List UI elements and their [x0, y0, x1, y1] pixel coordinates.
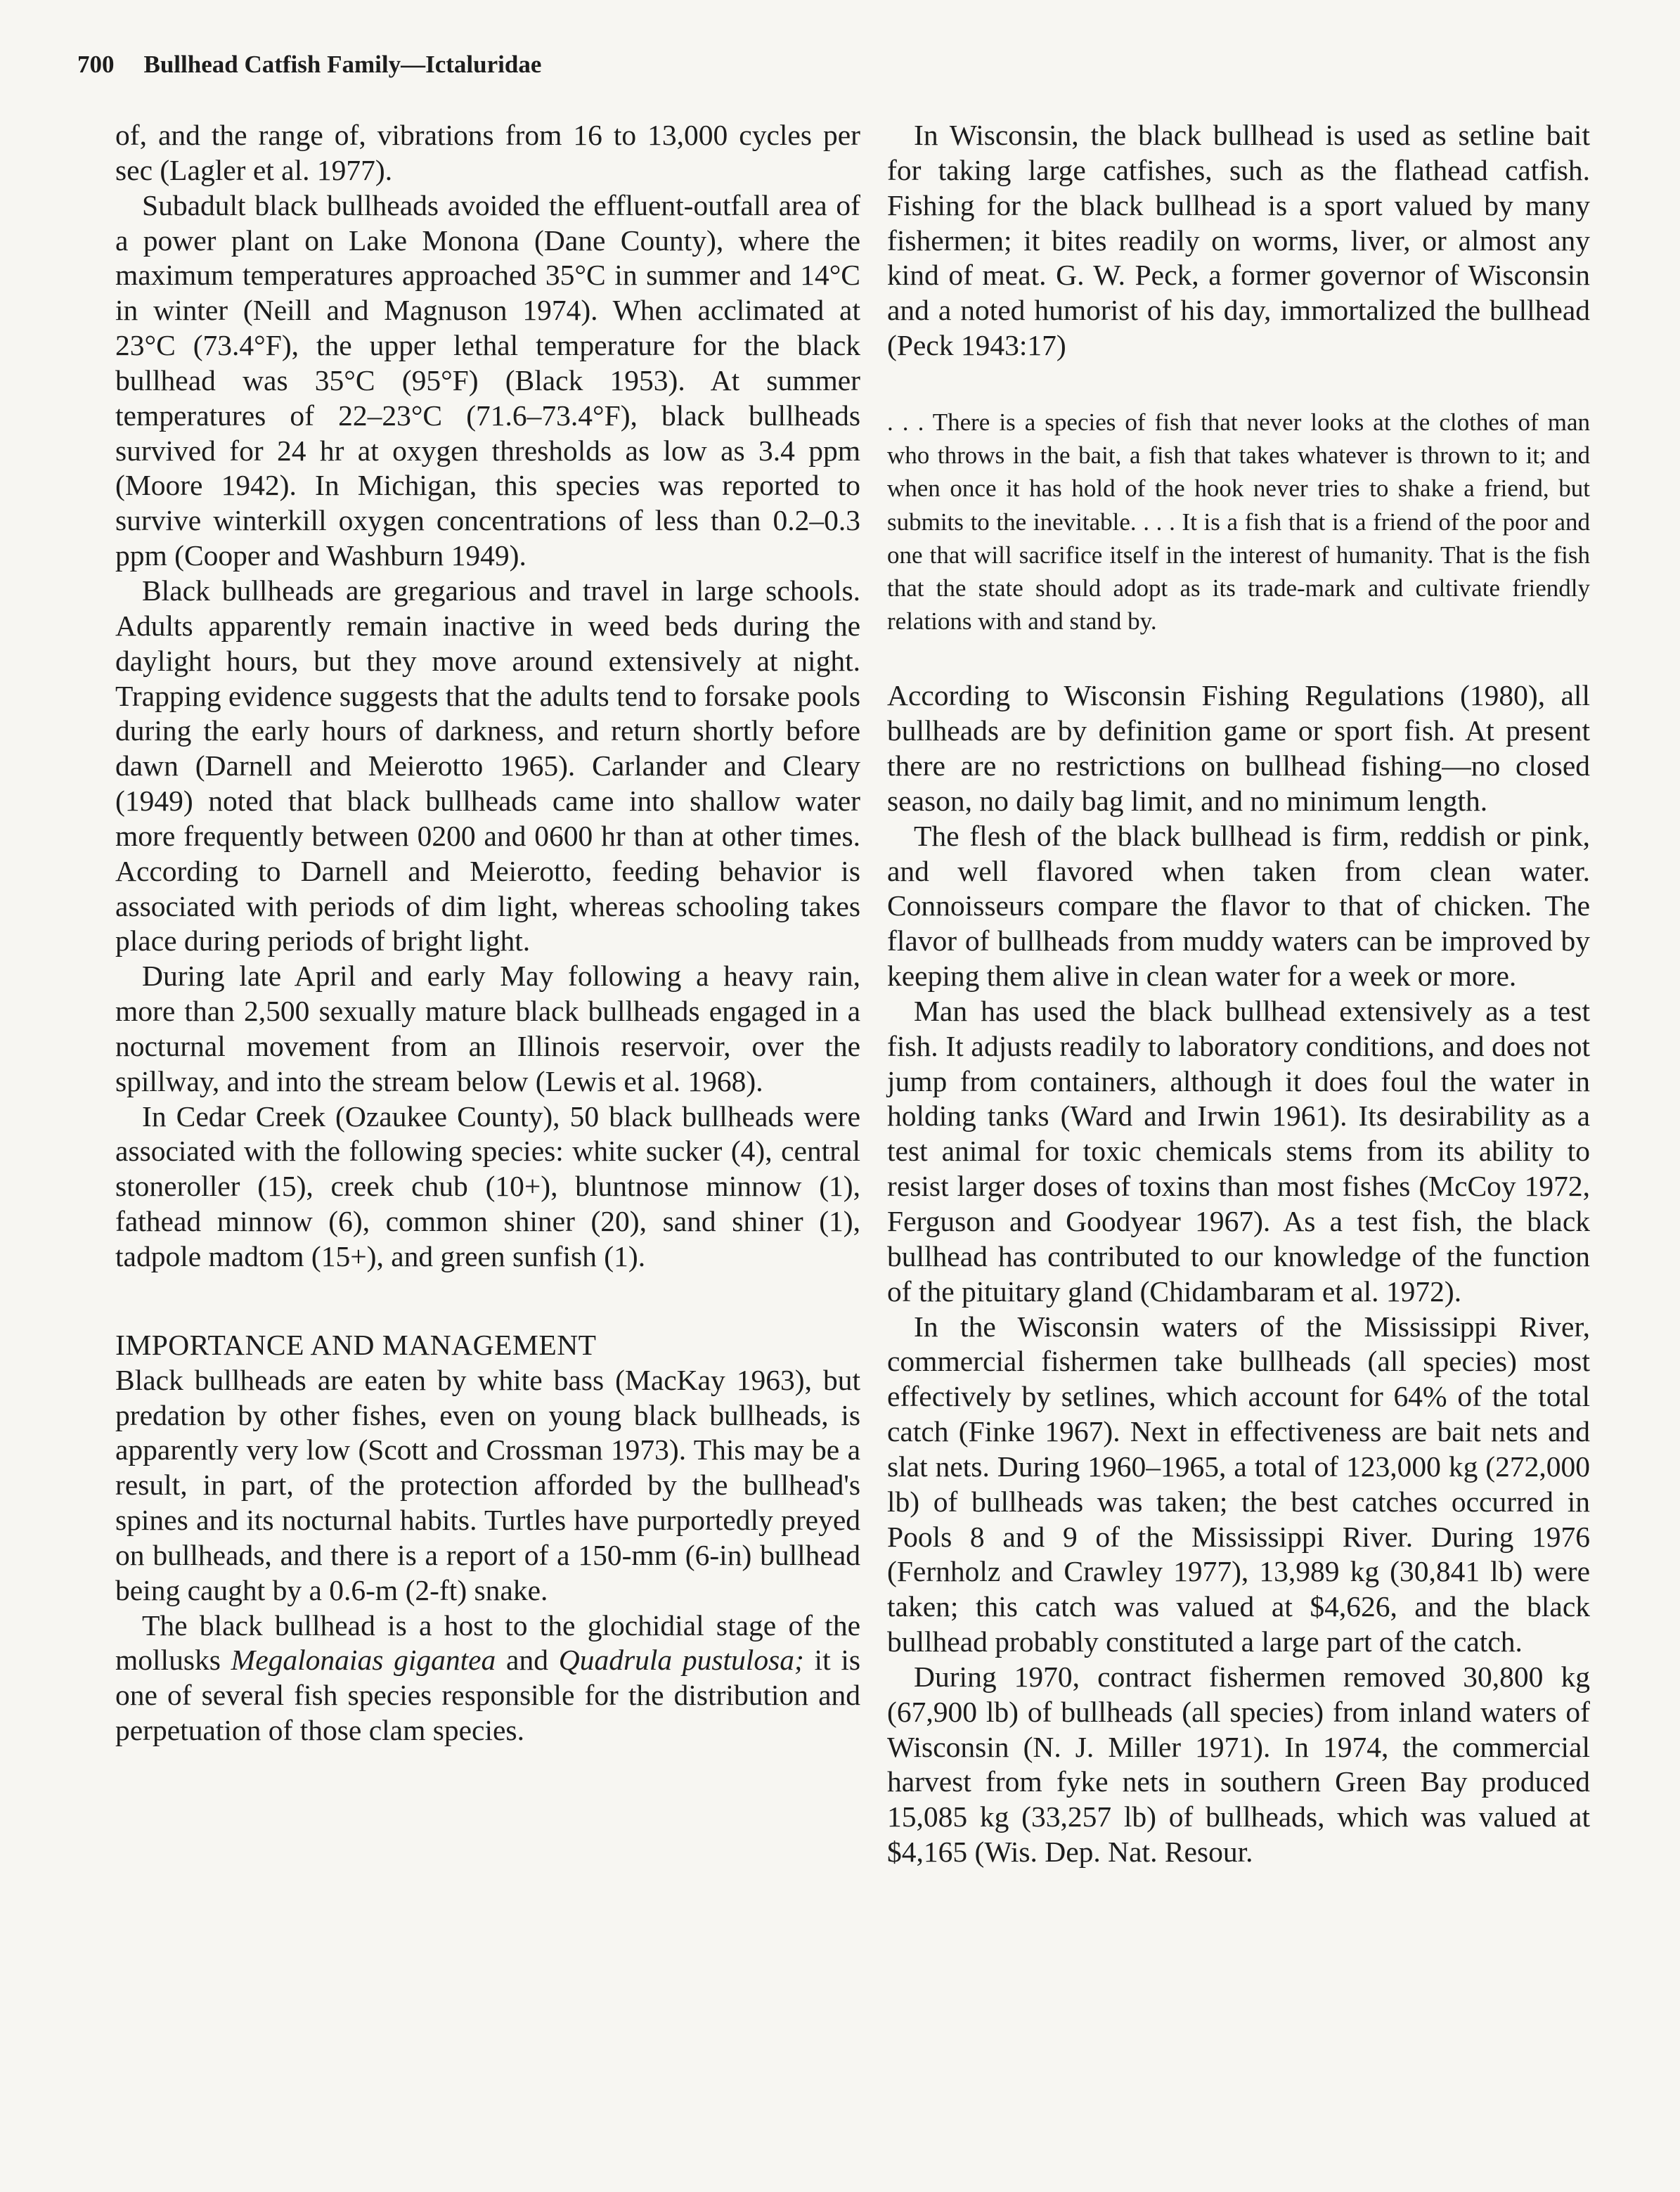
text-run: The black bullhead is a host to the glochidial stage of the mollusks: [115, 1608, 860, 1677]
paragraph: According to Wisconsin Fishing Regulations (1980), all bullheads are by definition game or sport fish. At present there are no restrictions on bullhead fishing—no closed season, no daily bag limit, and no minimum length.: [887, 679, 1590, 817]
species-name: Megalonaias gigantea: [231, 1644, 496, 1677]
paragraph: [115, 1608, 860, 1748]
paragraph: In Wisconsin, the black bullhead is used as setline bait for taking large catfishes, such as the flathead catfish. Fishing for the black bullhead is a sport valued by many fishermen; it bites readily on worms, liver, or almost any kind of meat. G. W. Peck, a former governor of Wisconsin and a noted humorist of his day, immortalized the bullhead (Peck 1943:17): [887, 119, 1590, 362]
text-run: and: [496, 1644, 559, 1677]
page-header: [77, 51, 541, 79]
paragraph: In Cedar Creek (Ozaukee County), 50 black bullheads were associated with the following species: white sucker (4), central stoneroller (15), creek chub (10+), bluntnose minnow (1), fathead minnow (6), common shiner (20), sand shiner (1), tadpole madtom (15+), and green sunfish (1).: [115, 1100, 860, 1272]
section-heading: IMPORTANCE AND MANAGEMENT: [115, 1328, 597, 1361]
paragraph: Man has used the black bullhead extensively as a test fish. It adjusts readily to laboratory conditions, and does not jump from containers, although it does foul the water in holding tanks (Ward and Irwin 1961). Its desirability as a test animal for toxic chemicals stems from its ability to resist larger doses of toxins than most fishes (McCoy 1972, Ferguson and Goodyear 1967). As a test fish, the black bullhead has contributed to our knowledge of the function of the pituitary gland (Chidambaram et al. 1972).: [887, 994, 1590, 1308]
paragraph: During 1970, contract fishermen removed 30,800 kg (67,900 lb) of bullheads (all species) from inland waters of Wisconsin (N. J. Miller 1971). In 1974, the commercial harvest from fyke nets in southern Green Bay produced 15,085 kg (33,257 lb) of bullheads, which was valued at $4,165 (Wis. Dep. Nat. Resour.: [887, 1660, 1590, 1869]
left-column: [115, 118, 860, 1748]
quote-text: . . . There is a species of fish that never looks at the clothes of man who throws in the bait, a fish that takes whatever is thrown to it; and when once it has hold of the hook never tries to shake a friend, but submits to the inevitable. . . . It is a fish that is a friend of the poor and one that will sacrifice itself in the interest of humanity. That is the fish that the state should adopt as its trade-mark and cultivate friendly relations with and stand by.: [887, 408, 1590, 636]
paragraph: of, and the range of, vibrations from 16 to 13,000 cycles per sec (Lagler et al. 1977).: [115, 119, 860, 186]
right-column: [887, 118, 1590, 1870]
paragraph: The flesh of the black bullhead is firm, reddish or pink, and well flavored when taken from clean water. Connoisseurs compare the flavor to that of chicken. The flavor of bullheads from muddy waters can be improved by keeping them alive in clean water for a week or more.: [887, 819, 1590, 993]
paragraph: Black bullheads are gregarious and travel in large schools. Adults apparently remain inactive in weed beds during the daylight hours, but they move around extensively at night. Trapping evidence suggests that the adults tend to forsake pools during the early hours of darkness, and return shortly before dawn (Darnell and Meierotto 1965). Carlander and Cleary (1949) noted that black bullheads came into shallow water more frequently between 0200 and 0600 hr than at other times. According to Darnell and Meierotto, feeding behavior is associated with periods of dim light, whereas schooling takes place during periods of bright light.: [115, 574, 860, 958]
paragraph: In the Wisconsin waters of the Mississippi River, commercial fishermen take bullheads (all species) most effectively by setlines, which account for 64% of the total catch (Finke 1967). Next in effectiveness are bait nets and slat nets. During 1960–1965, a total of 123,000 kg (272,000 lb) of bullheads was taken; the best catches occurred in Pools 8 and 9 of the Mississippi River. During 1976 (Fernholz and Crawley 1977), 13,989 kg (30,841 lb) were taken; this catch was valued at $4,626, and the black bullhead probably constituted a large part of the catch.: [887, 1310, 1590, 1658]
species-name: Quadrula pustulosa;: [558, 1644, 804, 1677]
running-title: Bullhead Catfish Family—Ictaluridae: [143, 51, 542, 78]
block-quote: [887, 406, 1590, 638]
paragraph: Subadult black bullheads avoided the effluent-outfall area of a power plant on Lake Monona (Dane County), where the maximum temperatures approached 35°C in summer and 14°C in winter (Neill and Magnuson 1974). When acclimated at 23°C (73.4°F), the upper lethal temperature for the black bullhead was 35°C (95°F) (Black 1953). At summer temperatures of 22–23°C (71.6–73.4°F), black bullheads survived for 24 hr at oxygen thresholds as low as 3.4 ppm (Moore 1942). In Michigan, this species was reported to survive winterkill oxygen concentrations of less than 0.2–0.3 ppm (Cooper and Washburn 1949).: [115, 188, 860, 572]
paragraph: During late April and early May following a heavy rain, more than 2,500 sexually mature black bullheads engaged in a nocturnal movement from an Illinois reservoir, over the spillway, and into the stream below (Lewis et al. 1968).: [115, 960, 860, 1097]
text-run: it is one of several fish species responsible for the distribution and perpetuation of those clam species.: [115, 1644, 861, 1747]
page-number: 700: [77, 51, 115, 78]
paragraph: Black bullheads are eaten by white bass (MacKay 1963), but predation by other fishes, even on young black bullheads, is apparently very low (Scott and Crossman 1973). This may be a result, in part, of the protection afforded by the bullhead's spines and its nocturnal habits. Turtles have purportedly preyed on bullheads, and there is a report of a 150-mm (6-in) bullhead being caught by a 0.6-m (2-ft) snake.: [115, 1363, 860, 1606]
